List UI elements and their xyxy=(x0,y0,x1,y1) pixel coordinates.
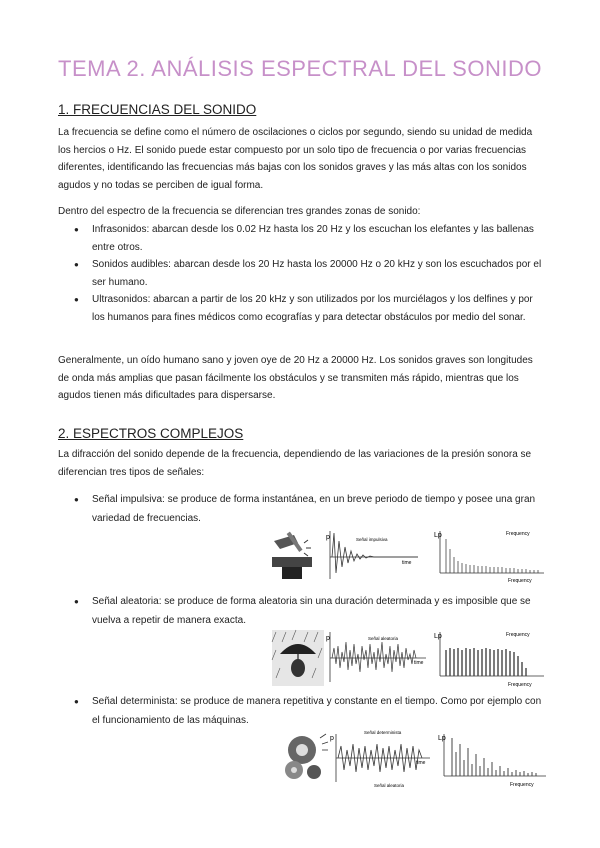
impulsive-signal-figure xyxy=(268,527,548,583)
section-1-intro: La frecuencia se define como el número de oscilaciones o ciclos por segundo, siendo su unidad de medida los hercios o Hz. El sonido puede estar compuesto por un solo tipo de frecuencia o por varias frecuencias diferentes, identificando las frecuencias más bajas con los sonidos graves y las más altas con los sonidos agudos y no todas se perciben de igual forma. xyxy=(58,127,533,191)
wave-label: Señal impulsiva xyxy=(356,537,388,542)
axis-p-label: p xyxy=(326,635,330,642)
list-item: ● Ultrasonidos: abarcan a partir de los 20 kHz y son utilizados por los murciélagos y los delfines y por los humanos para fines médicos como ecografías y para detectar obstáculos por medio del sonar. xyxy=(58,291,542,326)
axis-p-label: p xyxy=(330,735,334,742)
axis-freq-label: Frequency xyxy=(510,782,534,788)
wave-label: Señal determinista xyxy=(364,730,402,735)
rain-umbrella-illustration xyxy=(272,630,324,686)
axis-freq-label: Frequency xyxy=(508,682,532,688)
axis-freq-label: Frequency xyxy=(508,578,532,583)
zones-intro: Dentro del espectro de la frecuencia se diferencian tres grandes zonas de sonido: xyxy=(58,206,421,217)
list-item: ● Sonidos audibles: abarcan desde los 20 Hz hasta los 20000 Hz o 20 kHz y son los escuchados por el ser humano. xyxy=(58,256,542,291)
axis-l-label: Lp xyxy=(434,532,442,539)
section-1-closing: Generalmente, un oído humano sano y joven oye de 20 Hz a 20000 Hz. Los sonidos graves son longitudes de onda más amplias que pasan fácilmente los obstáculos y se transmiten más rápido, mientras que los agudos tienen más dificultades para dispersarse. xyxy=(58,355,533,401)
signal-list-impulsive xyxy=(58,490,542,528)
deterministic-signal-figure xyxy=(280,726,550,788)
list-item: ● Infrasonidos: abarcan desde los 0.02 Hz hasta los 20 Hz y los escuchan los elefantes y las ballenas entre otros. xyxy=(58,221,542,256)
signal-list-random xyxy=(58,592,542,630)
section-2-intro: La difracción del sonido depende de la frecuencia, dependiendo de las variaciones de la presión sonora se diferencian tres tipos de señales: xyxy=(58,449,532,478)
machine-gears-illustration xyxy=(285,734,328,779)
deterministic-spectrum xyxy=(438,734,546,788)
random-waveform xyxy=(326,632,426,682)
axis-l-label: Lp xyxy=(434,633,442,640)
wave-label: Señal aleatoria xyxy=(368,636,399,641)
section-2-heading: 2. ESPECTROS COMPLEJOS xyxy=(58,426,244,441)
signal-list-deterministic xyxy=(58,692,542,730)
zones-list xyxy=(58,221,542,326)
list-item: ● Señal impulsiva: se produce de forma instantánea, en un breve periodo de tiempo y posee una gran variedad de frecuencias. xyxy=(58,490,542,528)
section-1-heading: 1. FRECUENCIAS DEL SONIDO xyxy=(58,102,257,117)
page-title: TEMA 2. ANÁLISIS ESPECTRAL DEL SONIDO xyxy=(58,56,542,81)
axis-freq-top-label: Frequency xyxy=(506,632,530,638)
axis-time-label: time xyxy=(402,560,412,566)
impulsive-spectrum xyxy=(434,531,544,583)
axis-p-label: p xyxy=(326,534,330,541)
axis-l-label: Lp xyxy=(438,735,446,742)
axis-time-label: time xyxy=(416,760,426,766)
axis-time-label: time xyxy=(414,660,424,666)
hammer-anvil-illustration xyxy=(272,532,312,579)
deterministic-waveform xyxy=(330,730,430,788)
list-item: ● Señal aleatoria: se produce de forma aleatoria sin una duración determinada y es imposible que se vuelva a repetir de manera exacta. xyxy=(58,592,542,630)
list-item: ● Señal determinista: se produce de manera repetitiva y constante en el tiempo. Como por ejemplo con el funcionamiento de las máquinas. xyxy=(58,692,542,730)
caption-below: Señal aleatoria xyxy=(374,783,405,788)
axis-freq-top-label: Frequency xyxy=(506,531,530,537)
random-spectrum xyxy=(434,632,544,688)
random-signal-figure xyxy=(268,628,548,688)
impulsive-waveform xyxy=(326,531,418,579)
